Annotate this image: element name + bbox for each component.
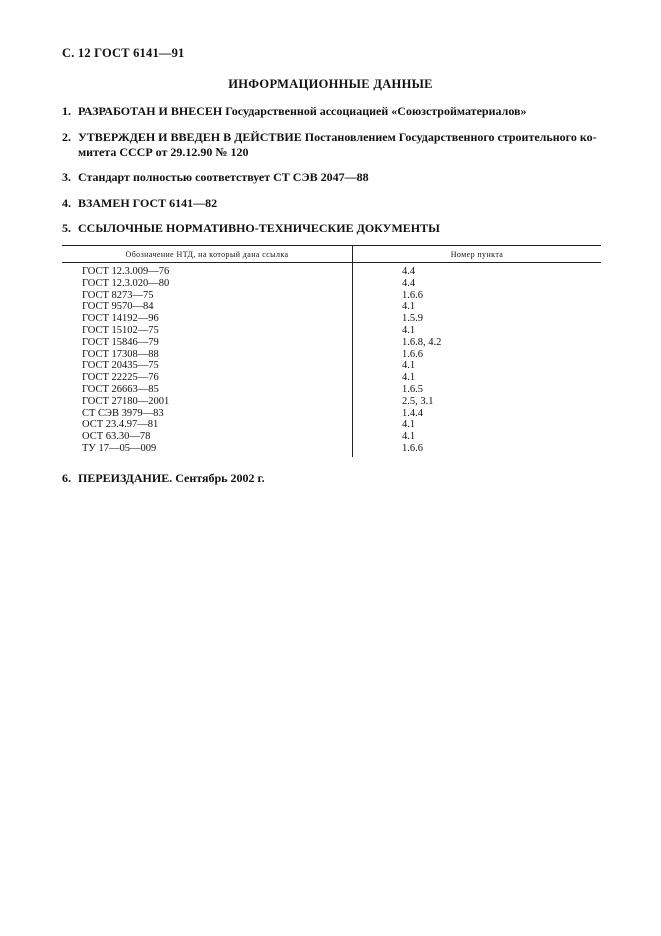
item-text: Стандарт полностью соответствует СТ СЭВ 2047—88 — [78, 170, 369, 184]
table-row — [62, 431, 601, 443]
cell-clause: 4.1 — [402, 360, 416, 372]
cell-clause: 1.6.6 — [402, 442, 423, 454]
table-row — [62, 325, 601, 337]
cell-document: ОСТ 23.4.97—81 — [62, 419, 353, 431]
section-title: ИНФОРМАЦИОННЫЕ ДАННЫЕ — [228, 77, 433, 91]
cell-document: ГОСТ 17308—88 — [62, 349, 353, 361]
table-row — [62, 263, 601, 278]
item-number: 2. — [62, 130, 71, 144]
cell-clause: 4.1 — [402, 431, 416, 443]
info-item-4 — [62, 196, 602, 211]
item-text: ПЕРЕИЗДАНИЕ. Сентябрь 2002 г. — [78, 471, 265, 485]
cell-clause: 1.4.4 — [402, 407, 423, 419]
info-item-5 — [62, 221, 602, 236]
table-row — [62, 419, 601, 431]
table-row — [62, 443, 601, 457]
cell-document: ГОСТ 15846—79 — [62, 337, 353, 349]
table-header-row — [62, 246, 601, 263]
cell-document: ГОСТ 12.3.020—80 — [62, 278, 353, 290]
cell-clause: 1.6.6 — [402, 289, 423, 301]
table-row — [62, 290, 601, 302]
table-row — [62, 313, 601, 325]
info-item-3 — [62, 170, 602, 185]
table-row — [62, 372, 601, 384]
item-number: 5. — [62, 221, 71, 235]
cell-clause: 4.4 — [402, 277, 416, 289]
cell-document: ОСТ 63.30—78 — [62, 431, 353, 443]
cell-clause: 4.4 — [402, 266, 416, 277]
cell-clause: 4.1 — [402, 419, 416, 431]
info-item-1 — [62, 104, 602, 119]
cell-clause: 4.1 — [402, 372, 416, 384]
cell-document: СТ СЭВ 3979—83 — [62, 408, 353, 420]
item-text: УТВЕРЖДЕН И ВВЕДЕН В ДЕЙСТВИЕ Постановлением Государственного строительного ко- — [78, 130, 597, 144]
cell-document: ГОСТ 26663—85 — [62, 384, 353, 396]
table-row — [62, 337, 601, 349]
table-row — [62, 278, 601, 290]
cell-document: ГОСТ 8273—75 — [62, 290, 353, 302]
cell-document: ГОСТ 9570—84 — [62, 301, 353, 313]
cell-clause: 1.6.8, 4.2 — [402, 336, 442, 348]
item-text: РАЗРАБОТАН И ВНЕСЕН Государственной ассоциацией «Союзстройматериалов» — [78, 104, 527, 118]
table-row — [62, 301, 601, 313]
cell-clause: 1.6.6 — [402, 348, 423, 360]
table-row — [62, 360, 601, 372]
item-number: 1. — [62, 104, 71, 118]
reference-documents-table — [62, 245, 601, 457]
table-row — [62, 408, 601, 420]
cell-clause: 1.5.9 — [402, 313, 423, 325]
cell-document: ГОСТ 12.3.009—76 — [62, 263, 353, 278]
item-text: ССЫЛОЧНЫЕ НОРМАТИВНО-ТЕХНИЧЕСКИЕ ДОКУМЕНТЫ — [78, 221, 440, 235]
info-item-2 — [62, 130, 602, 160]
table-row — [62, 349, 601, 361]
column-header-document: Обозначение НТД, на который дана ссылка — [62, 246, 353, 263]
info-item-6 — [62, 471, 602, 486]
cell-document: ГОСТ 14192—96 — [62, 313, 353, 325]
page-header: С. 12 ГОСТ 6141—91 — [62, 46, 185, 60]
cell-clause: 2.5, 3.1 — [402, 395, 434, 407]
column-header-clause: Номер пункта — [353, 246, 602, 263]
cell-document: ГОСТ 27180—2001 — [62, 396, 353, 408]
cell-clause: 4.1 — [402, 324, 416, 336]
cell-document: ТУ 17—05—009 — [62, 443, 353, 457]
table-row — [62, 396, 601, 408]
item-number: 4. — [62, 196, 71, 210]
item-number: 6. — [62, 471, 71, 485]
cell-clause: 1.6.5 — [402, 383, 423, 395]
cell-document: ГОСТ 15102—75 — [62, 325, 353, 337]
item-number: 3. — [62, 170, 71, 184]
cell-document: ГОСТ 20435—75 — [62, 360, 353, 372]
item-text: ВЗАМЕН ГОСТ 6141—82 — [78, 196, 218, 210]
item-text-continued: митета СССР от 29.12.90 № 120 — [78, 145, 249, 159]
cell-clause: 4.1 — [402, 301, 416, 313]
table-row — [62, 384, 601, 396]
cell-document: ГОСТ 22225—76 — [62, 372, 353, 384]
